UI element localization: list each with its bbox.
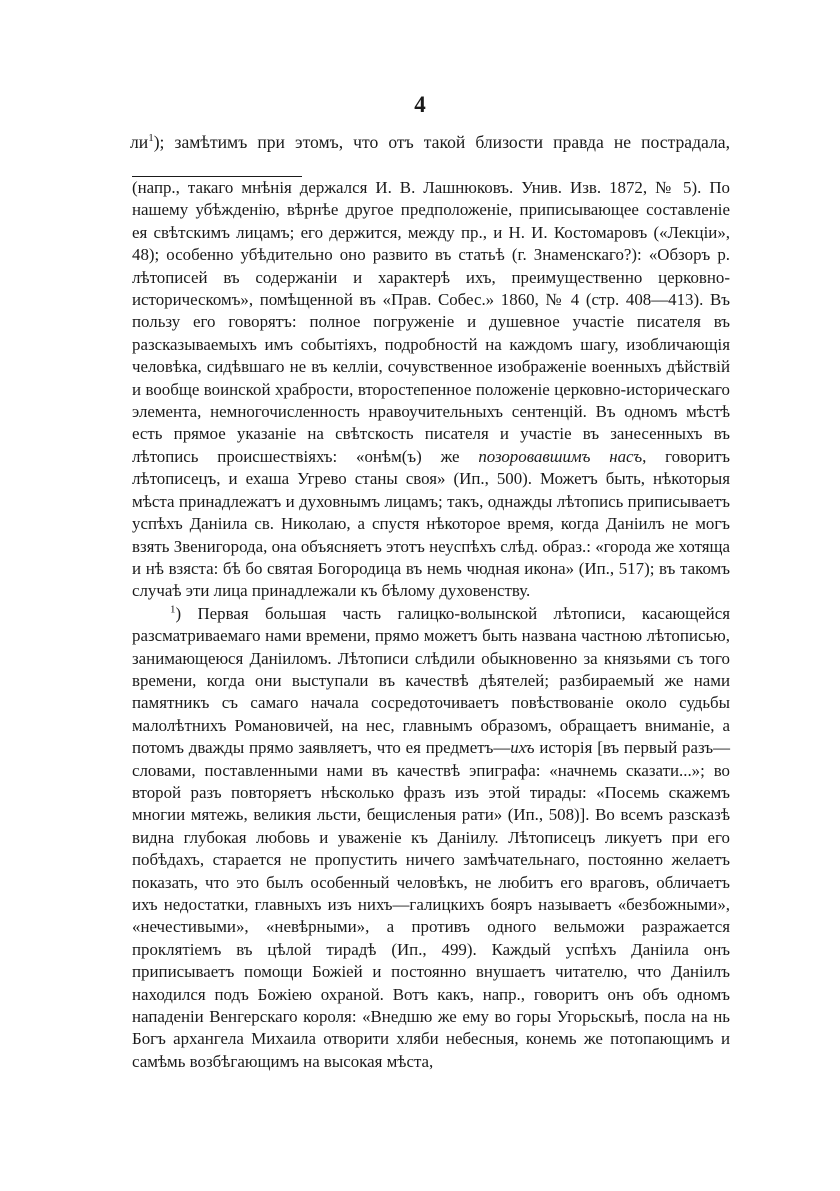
body-line-rest: ); замѣтимъ при этомъ, что отъ такой близости правда не пострадала, (153, 132, 730, 152)
body-line-start: ли (130, 132, 149, 152)
body-text-line (130, 130, 730, 154)
footnote-continuation-text: (напр., такаго мнѣнія держался И. В. Лашнюковъ. Унив. Изв. 1872, № 5). По нашему убѣжденію, вѣрнѣе другое предположеніе, приписывающее составленіе ея свѣтскимъ лицамъ; его держится, между пр., и Н. И. Костомаровъ («Лекціи», 48); особенно убѣдительно оно развито въ статьѣ (г. Знаменскаго?): «Обзоръ р. лѣтописей въ содержаніи и характерѣ ихъ, преимущественно церковно-историческомъ», помѣщенной въ «Прав. Собес.» 1860, № 4 (стр. 408—413). Въ пользу его говорятъ: полное погруженіе и душевное участіе писателя въ разсказываемыхъ имъ событіяхъ, подробностй на каждомъ шагу, изобличающія человѣка, сидѣвшаго не въ келліи, сочувственное изображеніе военныхъ дѣйствій и вообще воинской храбрости, второстепенное положеніе церковно-историческаго элемента, немногочисленность нравоучительныхъ сентенцій. Въ одномъ мѣстѣ есть прямое указаніе на свѣтскость писателя и участіе въ занесенныхъ въ лѣтопись происшествіяхъ: «онѣм(ъ) же (132, 178, 730, 466)
footnote-reference: 1 (148, 132, 154, 145)
footnote-continuation-italic: позоровавшимъ насъ (478, 446, 643, 466)
footnote-1-text-2: исторія [въ первый разъ—словами, поставленными нами въ качествѣ эпиграфа: «начнемь сказати...»; во второй разъ повторяетъ нѣсколько фразъ изъ этой тирады: «Посемь скажемъ многии мятежь, великия льсти, бещисленыя рати» (Ип., 508)]. Во всемъ разсказѣ видна глубокая любовь и уваженіе къ Даніилу. Лѣтописецъ ликуетъ при его побѣдахъ, старается не пропустить ничего замѣчательнаго, постоянно желаетъ показать, что это былъ особенный человѣкъ, не любитъ его враговъ, обличаетъ ихъ недостатки, главныхъ изъ нихъ—галицкихъ бояръ называетъ «безбожными», «нечестивыми», «невѣрными», а противъ одного вельможи разражается проклятіемъ въ цѣлой тирадѣ (Ип., 499). Каждый успѣхъ Даніила онъ приписываетъ помощи Божіей и постоянно внушаетъ читателю, что Даніилъ находился подъ Божіею охраной. Вотъ какъ, напр., говоритъ онъ объ одномъ нападеніи Венгерскаго короля: «Внедшю же ему во горы Угорьскыѣ, посла на нь Богъ архангела Михаила отворити хляби небесныя, конемь же потопающимъ и самѣмь возбѣгающимъ на высокая мѣста, (132, 738, 730, 1071)
footnote-1-italic: ихъ (510, 738, 535, 758)
footnote-1-marker: 1 (170, 603, 176, 616)
page-number: 4 (414, 92, 426, 117)
footnote-1-text: ) Первая большая часть галицко-волынской лѣтописи, касающейся разсматриваемаго нами времени, прямо можетъ быть названа частною лѣтописью, занимающеюся Даніиломъ. Лѣтописи слѣдили обыкновенно за князьями съ того времени, когда они выступали въ качествѣ дѣятелей; разбираемый же нами памятникъ съ самаго начала сосредоточиваетъ повѣствованіе около судьбы малолѣтнихъ Романовичей, на нес, главнымъ образомъ, обращаетъ вниманіе, а потомъ дважды прямо заявляетъ, что ея предметъ— (132, 603, 730, 758)
footnote-continuation (132, 177, 730, 603)
footnotes-block (132, 177, 730, 1073)
footnote-continuation-text-2: , говоритъ лѣтописецъ, и ехаша Угрево станы своя» (Ип., 500). Можетъ быть, нѣкоторыя мѣста принадлежатъ и духовнымъ лицамъ; такъ, однажды лѣтопись приписываетъ успѣхъ Даніила св. Николаю, а спустя нѣкоторое время, когда Даніилъ не могъ взять Звенигорода, она объясняетъ этотъ неуспѣхъ слѣд. образ.: «города же хотяща и нѣ взяста: бѣ бо святая Богородица въ немь чюдная икона» (Ип., 517); въ такомъ случаѣ эти лица принадлежали къ бѣлому духовенству. (132, 446, 730, 601)
footnote-1 (132, 603, 730, 1074)
